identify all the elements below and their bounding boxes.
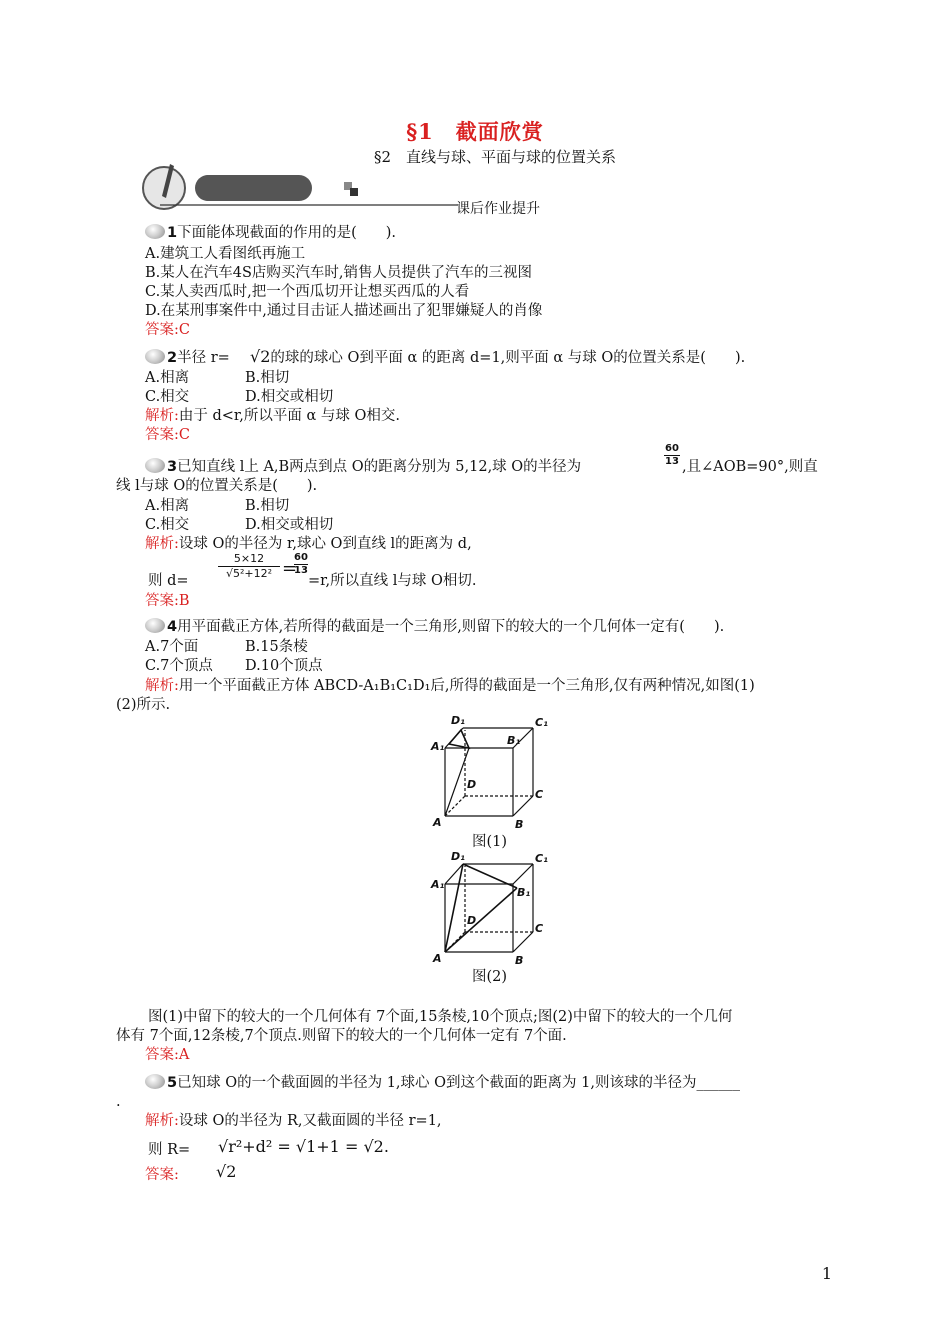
q4-analysis: 解析:用一个平面截正方体 ABCD-A₁B₁C₁D₁后,所得的截面是一个三角形,仅有两种情况,如图(1) (145, 678, 755, 694)
q4-answer: 答案:A (145, 1047, 190, 1063)
q3-option-b: B.相切 (245, 498, 290, 514)
q2-option-c: C.相交 (145, 389, 190, 405)
fig2-label-A: A (433, 952, 442, 965)
bullet-icon (145, 224, 165, 239)
fig2-label-B: B (515, 954, 524, 967)
sqrt-two: √2 (250, 347, 271, 366)
q4-option-b: B.15条棱 (245, 639, 308, 655)
q3-stem-cont: ,且∠AOB=90°,则直 (682, 459, 818, 475)
q2-option-d: D.相交或相切 (245, 389, 334, 405)
q4-conclusion-2: 体有 7个面,12条棱,7个顶点.则留下的较大的一个几何体一定有 7个面. (116, 1028, 567, 1044)
q5-formula-prefix: 则 R= (148, 1142, 191, 1158)
q4-option-a: A.7个面 (145, 639, 199, 655)
bullet-icon (145, 349, 165, 364)
q1-option-a: A.建筑工人看图纸再施工 (145, 246, 306, 262)
q2-option-b: B.相切 (245, 370, 290, 386)
q5-answer: √2 (216, 1162, 237, 1181)
section-subtitle: §2 直线与球、平面与球的位置关系 (373, 148, 617, 166)
q3-option-a: A.相离 (145, 498, 190, 514)
fig1-label-B1: B₁ (507, 734, 521, 747)
q4-stem: 4用平面截正方体,若所得的截面是一个三角形,则留下的较大的一个几何体一定有( ). (145, 618, 724, 636)
q1-option-c: C.某人卖西瓜时,把一个西瓜切开让想买西瓜的人看 (145, 284, 470, 300)
homework-banner-graphic (140, 158, 460, 214)
q5-analysis: 解析:设球 O的半径为 R,又截面圆的半径 r=1, (145, 1113, 442, 1129)
q3-stem: 3已知直线 l上 A,B两点到点 O的距离分别为 5,12,球 O的半径为 (145, 458, 581, 476)
q3-option-c: C.相交 (145, 517, 190, 533)
q4-option-c: C.7个顶点 (145, 658, 213, 674)
q3-formula-suffix: =r,所以直线 l与球 O相切. (308, 573, 477, 589)
page-number: 1 (821, 1264, 832, 1283)
q5-answer-label: 答案: (145, 1167, 179, 1183)
fig2-label-D1: D₁ (451, 850, 465, 863)
q2-answer: 答案:C (145, 427, 190, 443)
q1-answer: 答案:C (145, 322, 190, 338)
bullet-icon (145, 1074, 165, 1089)
fig1-label-B: B (515, 818, 524, 831)
fig1-label-A: A (433, 816, 442, 829)
q1-option-b: B.某人在汽车4S店购买汽车时,销售人员提供了汽车的三视图 (145, 265, 533, 281)
fig1-label-C: C (535, 788, 544, 801)
q1-option-d: D.在某刑事案件中,通过目击证人描述画出了犯罪嫌疑人的肖像 (145, 303, 543, 319)
q4-option-d: D.10个顶点 (245, 658, 323, 674)
fig2-label-C: C (535, 922, 544, 935)
fig2-label-B1: B₁ (517, 886, 531, 899)
q4-conclusion-1: 图(1)中留下的较大的一个几何体有 7个面,15条棱,10个顶点;图(2)中留下的较大的一个几何 (148, 1009, 733, 1025)
fig2-label-A1: A₁ (431, 878, 445, 891)
cube-figure-2 (425, 844, 555, 970)
fig2-caption: 图(2) (472, 969, 508, 985)
section-title: §1 截面欣赏 (406, 119, 544, 144)
q3-analysis: 解析:设球 O的半径为 r,球心 O到直线 l的距离为 d, (145, 536, 472, 552)
q3-option-d: D.相交或相切 (245, 517, 334, 533)
fig1-label-D: D (467, 778, 477, 791)
q3-radius-fraction: 60 13 (665, 443, 679, 467)
q3-formula-eq: = (282, 558, 298, 579)
fig2-label-C1: C₁ (535, 852, 548, 865)
fig1-label-A1: A₁ (431, 740, 445, 753)
fig1-caption: 图(1) (472, 834, 508, 850)
q3-formula-fraction: 5×12 √5²+12² (218, 552, 280, 581)
bullet-icon (145, 618, 165, 633)
q3-result-fraction: 60 13 (294, 552, 308, 576)
fig1-label-C1: C₁ (535, 716, 548, 729)
q5-stem: 5已知球 O的一个截面圆的半径为 1,球心 O到这个截面的距离为 1,则该球的半径为______ (145, 1074, 740, 1092)
cube-figure-1 (425, 708, 555, 836)
q4-analysis-line2: (2)所示. (116, 697, 171, 713)
q2-analysis: 解析:由于 d<r,所以平面 α 与球 O相交. (145, 408, 400, 424)
q2-option-a: A.相离 (145, 370, 190, 386)
q2-stem: 2半径 r= √2的球的球心 O到平面 α 的距离 d=1,则平面 α 与球 O的位置关系是( ). (145, 348, 745, 367)
q1-stem: 1下面能体现截面的作用的是( ). (145, 224, 396, 242)
bullet-icon (145, 458, 165, 473)
q3-answer: 答案:B (145, 593, 190, 609)
q5-stem-end: . (116, 1094, 121, 1110)
fig1-label-D1: D₁ (451, 714, 465, 727)
q5-formula: √r²+d² = √1+1 = √2. (218, 1137, 389, 1156)
banner-label: 课后作业提升 (456, 201, 540, 217)
q3-formula-prefix: 则 d= (148, 573, 189, 589)
q3-stem-line2: 线 l与球 O的位置关系是( ). (116, 478, 318, 494)
fig2-label-D: D (467, 914, 477, 927)
